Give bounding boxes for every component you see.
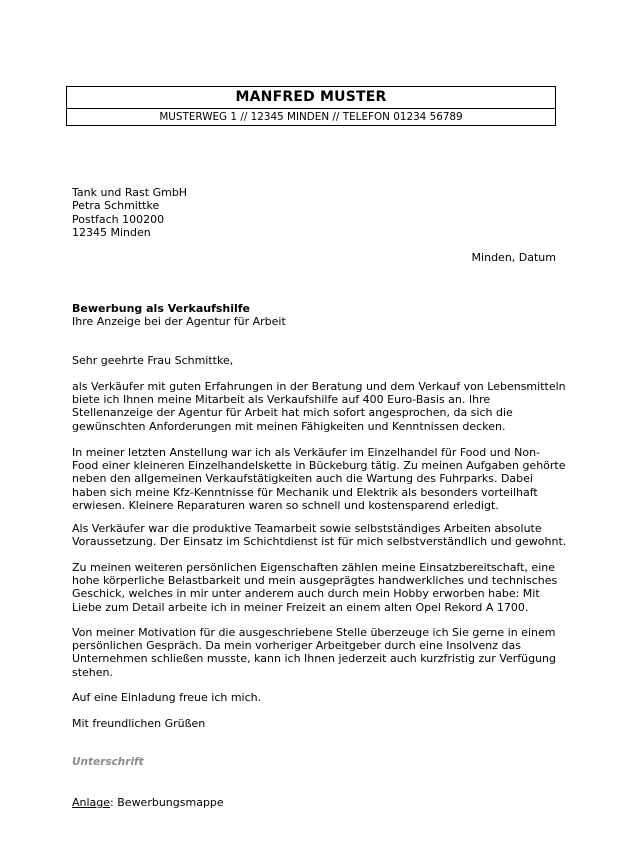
attachment-label: Anlage	[72, 796, 111, 809]
sender-address: MUSTERWEG 1 // 12345 MINDEN // TELEFON 01234 56789	[159, 111, 463, 123]
recipient-postbox: Postfach 100200	[72, 212, 165, 226]
text-line: biete ich Ihnen meine Mitarbeit als Verkaufshilfe auf 400 Euro-Basis an. Ihre	[72, 393, 491, 407]
body-paragraph-3	[72, 522, 567, 549]
text-line: stehen.	[72, 665, 114, 679]
text-line: haben sich meine Kfz-Kenntnisse für Mechanik und Elektrik als besonders vorteilhaft	[72, 485, 538, 499]
text-line: Stellenanzeige der Agentur für Arbeit hat mich sofort angesprochen, da sich die	[72, 406, 513, 420]
text-line: Als Verkäufer war die produktive Teamarbeit sowie selbstständiges Arbeiten absolute	[72, 522, 542, 535]
recipient-person: Petra Schmittke	[72, 199, 160, 213]
body-paragraph-1	[72, 380, 566, 433]
text-line: Unternehmen schließen musste, kann ich Ihnen jederzeit auch kurzfristig zur Verfügung	[72, 652, 557, 666]
complimentary-close	[72, 717, 562, 730]
text-line: Liebe zum Detail arbeite ich in meiner Freizeit an einem alten Opel Rekord A 1700.	[72, 600, 529, 614]
recipient-city: 12345 Minden	[72, 225, 151, 239]
place-date: Minden, Datum	[471, 251, 556, 264]
subject-reference: Ihre Anzeige bei der Agentur für Arbeit	[72, 315, 286, 329]
text-line: gewünschten Anforderungen mit meinen Fähigkeiten und Kenntnissen decken.	[72, 419, 506, 433]
text-line: In meiner letzten Anstellung war ich als Verkäufer im Einzelhandel für Food und Non-	[72, 446, 541, 459]
text-line: Geschick, welches in mir unter anderem auch durch mein Hobby erworben habe: Mit	[72, 587, 540, 601]
letterhead-box	[66, 86, 556, 126]
text-line: hohe körperliche Belastbarkeit und mein ausgeprägtes handwerkliches und technisches	[72, 574, 558, 588]
text-line: Auf eine Einladung freue ich mich.	[72, 691, 262, 704]
signature-placeholder: Unterschrift	[72, 756, 144, 768]
attachment-separator: :	[110, 796, 118, 809]
subject-title: Bewerbung als Verkaufshilfe	[72, 302, 251, 315]
body-paragraph-5	[72, 626, 562, 679]
text-line: Mit freundlichen Grüßen	[72, 717, 206, 730]
text-line: Food einer kleineren Einzelhandelskette in Bückeburg tätig. Zu meinen Aufgaben gehörte	[72, 459, 566, 473]
attachment-value: Bewerbungsmappe	[117, 796, 224, 809]
text-line: Voraussetzung. Der Einsatz im Schichtdienst ist für mich selbstverständlich und gewohnt.	[72, 535, 567, 549]
text-line: erwiesen. Kleinere Reparaturen waren so schnell und kostensparend erledigt.	[72, 498, 499, 512]
text-line: Von meiner Motivation für die ausgeschriebene Stelle überzeuge ich Sie gerne in einem	[72, 626, 556, 639]
text-line: neben den allgemeinen Verkaufstätigkeiten auch die Wartung des Fuhrparks. Dabei	[72, 472, 533, 486]
text-line: als Verkäufer mit guten Erfahrungen in der Beratung und dem Verkauf von Lebensmitteln	[72, 380, 566, 393]
text-line: persönlichen Gespräch. Da mein vorheriger Arbeitgeber durch eine Insolvenz das	[72, 639, 521, 653]
text-line: Zu meinen weiteren persönlichen Eigenschaften zählen meine Einsatzbereitschaft, eine	[72, 561, 555, 574]
attachment-line	[72, 796, 224, 810]
closing-sentence	[72, 691, 562, 704]
sender-name: MANFRED MUSTER	[67, 87, 555, 109]
recipient-address-block	[72, 186, 187, 239]
body-paragraph-4	[72, 561, 562, 614]
subject-block	[72, 302, 286, 329]
salutation: Sehr geehrte Frau Schmittke,	[72, 354, 234, 367]
recipient-company: Tank und Rast GmbH	[72, 186, 188, 199]
body-paragraph-2	[72, 446, 566, 512]
